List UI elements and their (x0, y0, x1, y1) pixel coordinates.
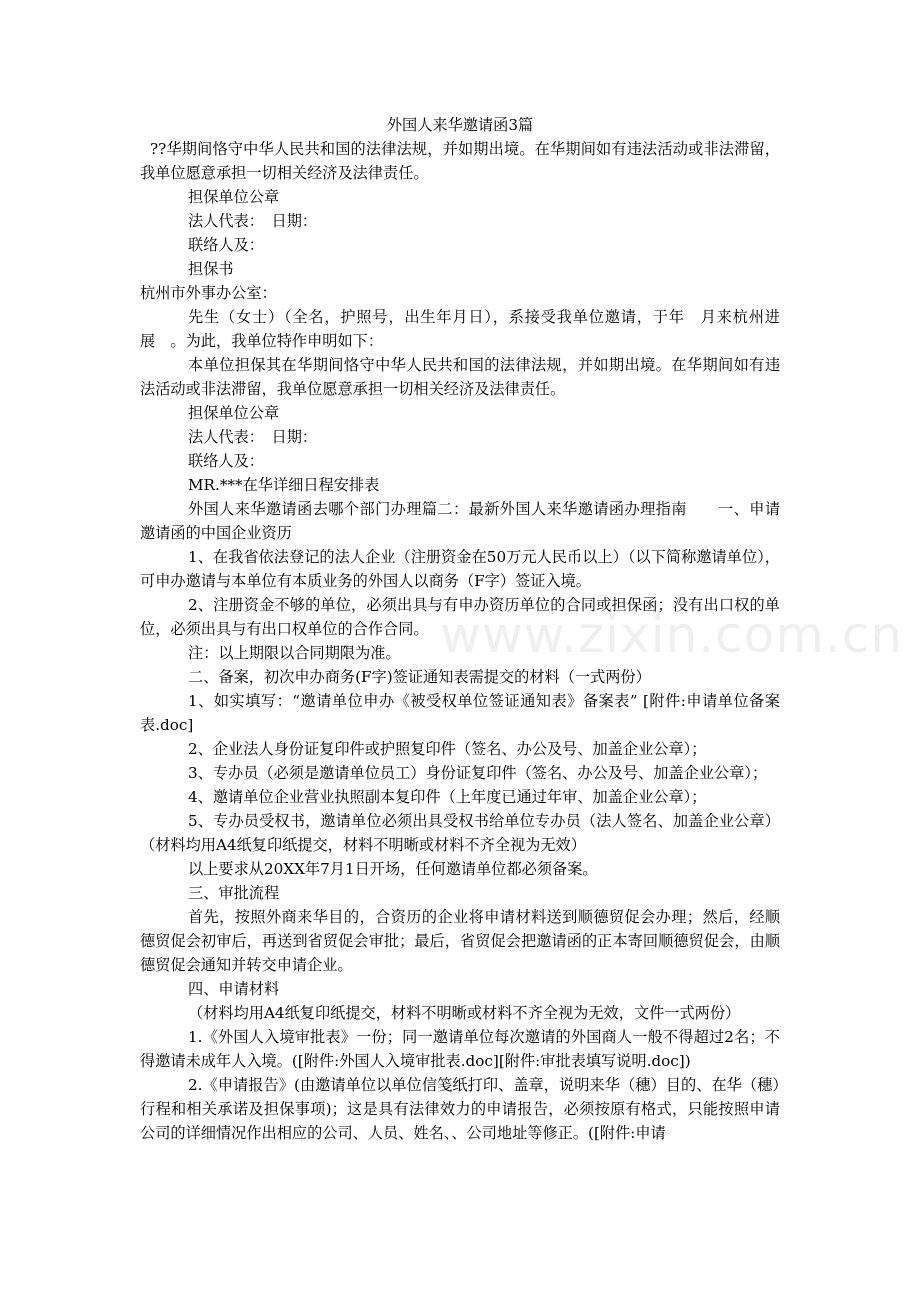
paragraph: 2、企业法人身份证复印件或护照复印件（签名、办公及号、加盖企业公章）； (188, 740, 707, 758)
paragraph: 担保书 (188, 260, 234, 278)
paragraph: MR.***在华详细日程安排表 (188, 476, 380, 494)
paragraph: 担保单位公章 (188, 404, 280, 422)
paragraph: 5、专办员受权书，邀请单位必须出具受权书给单位专办员（法人签名、加盖企业公章）（材料均用A4纸复印纸提交，材料不明晰或材料不齐全视为无效） (140, 812, 780, 854)
paragraph: 注：以上期限以合同期限为准。 (188, 644, 401, 662)
paragraph: 以上要求从20XX年7月1日开场，任何邀请单位都必须备案。 (188, 860, 598, 878)
paragraph: 2.《申请报告》(由邀请单位以单位信笺纸打印、盖章，说明来华（穗）目的、在华（穗）行程和相关承诺及担保事项)；这是具有法律效力的申请报告，必须按原有格式，只能按照申请公司的详细情况作出相应的公司、人员、姓名、、公司地址等修正。([附件:申请 (140, 1076, 780, 1142)
document-title: 外国人来华邀请函3篇 (386, 116, 534, 134)
paragraph: （材料均用A4纸复印纸提交，材料不明晰或材料不齐全视为无效，文件一式两份） (188, 1004, 741, 1022)
paragraph: 1、如实填写：“邀请单位申办《被受权单位签证通知表》备案表” [附件:申请单位备案表.doc] (140, 692, 780, 734)
paragraph: 担保单位公章 (188, 188, 280, 206)
paragraph: 2、注册资金不够的单位，必须出具与有申办资历单位的合同或担保函；没有出口权的单位，必须出具与有出口权单位的合作合同。 (140, 596, 780, 638)
paragraph: 3、专办员（必须是邀请单位员工）身份证复印件（签名、办公及号、加盖企业公章）； (188, 764, 768, 782)
paragraph: ??华期间恪守中华人民共和国的法律法规，并如期出境。在华期间如有违法活动或非法滞留，我单位愿意承担一切相关经济及法律责任。 (140, 140, 780, 182)
paragraph: 先生（女士）（全名，护照号，出生年月日），系接受我单位邀请，于年 月来杭州进展 。为此，我单位特作申明如下： (140, 308, 780, 350)
paragraph: 二、备案，初次申办商务(F字)签证通知表需提交的材料（一式两份） (188, 668, 651, 686)
paragraph: 外国人来华邀请函去哪个部门办理篇二：最新外国人来华邀请函办理指南 一、申请邀请函的中国企业资历 (140, 500, 780, 542)
paragraph: 4、邀请单位企业营业执照副本复印件（上年度已通过年审、加盖企业公章）； (188, 788, 707, 806)
paragraph: 联络人及： (188, 452, 264, 470)
paragraph: 杭州市外事办公室： (140, 284, 277, 302)
paragraph: 本单位担保其在华期间恪守中华人民共和国的法律法规，并如期出境。在华期间如有违法活动或非法滞留，我单位愿意承担一切相关经济及法律责任。 (140, 356, 780, 398)
watermark: www.zixin.com.cn (440, 606, 904, 664)
paragraph: 法人代表： 日期： (188, 428, 318, 446)
paragraph: 1、在我省依法登记的法人企业（注册资金在50万元人民币以上）（以下简称邀请单位），可申办邀请与本单位有本质业务的外国人以商务（F字）签证入境。 (140, 548, 780, 590)
paragraph: 联络人及： (188, 236, 264, 254)
paragraph: 四、申请材料 (188, 980, 280, 998)
paragraph: 法人代表： 日期： (188, 212, 318, 230)
paragraph: 1.《外国人入境审批表》一份；同一邀请单位每次邀请的外国商人一般不得超过2名；不得邀请未成年人入境。([附件:外国人入境审批表.doc][附件:审批表填写说明.doc]) (140, 1028, 780, 1070)
paragraph: 三、审批流程 (188, 884, 280, 902)
paragraph: 首先，按照外商来华目的，合资历的企业将申请材料送到顺德贸促会办理；然后，经顺德贸促会初审后，再送到省贸促会审批；最后，省贸促会把邀请函的正本寄回顺德贸促会，由顺德贸促会通知并转交申请企业。 (140, 908, 780, 974)
